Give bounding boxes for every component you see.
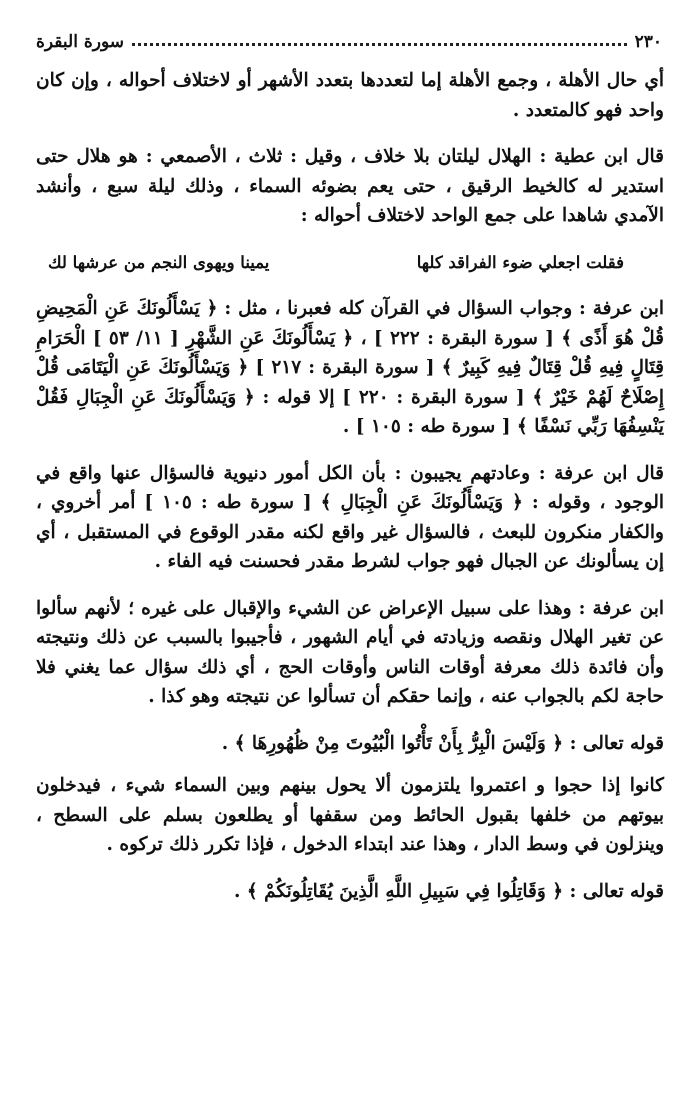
running-header <box>36 28 662 56</box>
surah-title: سورة البقرة <box>36 32 124 52</box>
verse-heading-fight: قوله تعالى : ﴿ وَقَاتِلُوا فِي سَبِيلِ اللَّهِ الَّذِينَ يُقَاتِلُونَكُمْ ﴾ . <box>233 880 664 902</box>
paragraph-pilgrims-houses: كانوا إذا حجوا و اعتمروا يلتزمون ألا يحول بينهم وبين السماء شيء ، فيدخلون بيوتهم من خلفها بقبول الحائط ومن سقفها أو يطلعون بسلم على السطح ، وينزلون في وسط الدار ، وهذا عند ابتداء الدخول ، فإذا تكرر ذلك تركوه . <box>36 775 664 855</box>
page-number: ٢٣٠ <box>634 32 662 52</box>
page-body <box>36 66 664 919</box>
paragraph-crescents: أي حال الأهلة ، وجمع الأهلة إما لتعددها بتعدد الأشهر أو لاختلاف أحواله ، وإن كان واحد فهو كالمتعدد . <box>36 70 664 121</box>
paragraph-worldly-matters: قال ابن عرفة : وعادتهم يجيبون : بأن الكل أمور دنيوية فالسؤال عنها واقع في الوجود ، وقوله : ﴿ وَيَسْأَلُونَكَ عَنِ الْجِبَالِ ﴾ [ سورة طه : ١٠٥ ] أمر أخروي ، والكفار منكرون للبعث ، فالسؤال غير واقع لكنه مقدر الوقوع في المستقبل ، أي إن يسألونك عن الجبال فهو جواب لشرط مقدر فحسنت فيه الفاء . <box>36 462 664 572</box>
poem-second-hemistich: يمينا ويهوى النجم من عرشها لك <box>48 252 270 272</box>
dotted-leader <box>132 43 627 46</box>
poem-verse <box>48 248 624 278</box>
paragraph-ibn-atiyya: قال ابن عطية : الهلال ليلتان بلا خلاف ، وقيل : ثلاث ، الأصمعي : هو هلال حتى استدير له كالخيط الرقيق ، حتى يعم بضوئه السماء ، وذلك ليلة سبع ، وأنشد الآمدي شاهدا على جمع الواحد لاختلاف أحواله : <box>36 146 664 226</box>
poem-first-hemistich: فقلت اجعلي ضوء الفراقد كلها <box>416 252 624 272</box>
verse-heading-houses: قوله تعالى : ﴿ وَلَيْسَ الْبِرُّ بِأَنْ تَأْتُوا الْبُيُوتَ مِنْ ظُهُورِهَا ﴾ . <box>221 732 664 754</box>
paragraph-answers-in-quran: ابن عرفة : وجواب السؤال في القرآن كله فعبرنا ، مثل : ﴿ يَسْأَلُونَكَ عَنِ الْمَحِيضِ قُلْ هُوَ أَذًى ﴾ [ سورة البقرة : ٢٢٢ ] ، ﴿ يَسْأَلُونَكَ عَنِ الشَّهْرِ [ ١١/ ٥٣ ] الْحَرَامِ قِتَالٍ فِيهِ قُلْ قِتَالٌ فِيهِ كَبِيرٌ ﴾ [ سورة البقرة : ٢١٧ ] ﴿ وَيَسْأَلُونَكَ عَنِ الْيَتَامَى قُلْ إِصْلَاحٌ لَهُمْ خَيْرٌ ﴾ [ سورة البقرة : ٢٢٠ ] إلا قوله : ﴿ وَيَسْأَلُونَكَ عَنِ الْجِبَالِ فَقُلْ يَنْسِفُهَا رَبِّي نَسْفًا ﴾ [ سورة طه : ١٠٥ ] . <box>36 298 665 437</box>
paragraph-turning-away: ابن عرفة : وهذا على سبيل الإعراض عن الشيء والإقبال على غيره ؛ لأنهم سألوا عن تغير الهلال ونقصه وزيادته في أيام الشهور ، فأجيبوا بالسبب عن ذلك ونتيجته وأن فائدة ذلك معرفة أوقات الناس وأوقات الحج ، أي ذلك سؤال عما يغني فلا حاجة لكم بالجواب عنه ، وإنما حقكم أن تسألوا عن نتيجته وهو كذا . <box>36 597 664 707</box>
